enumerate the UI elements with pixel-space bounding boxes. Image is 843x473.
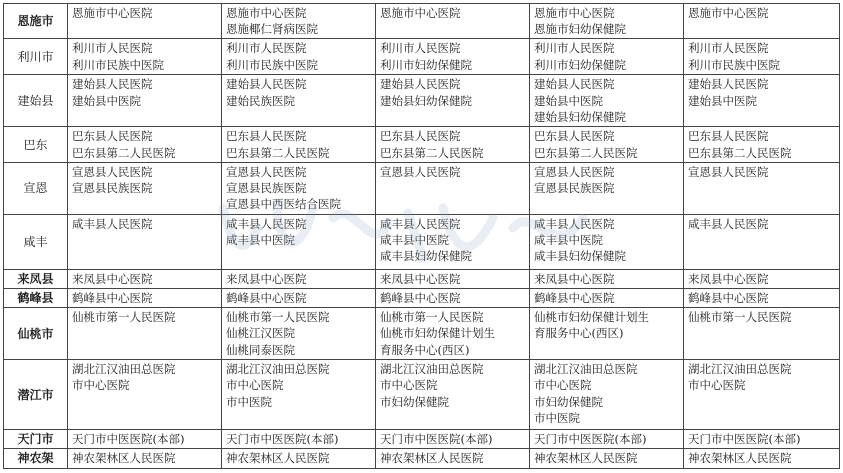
hospital-cell [684,75,840,127]
hospital-name: 巴东县人民医院 [688,129,769,144]
hospital-cell [376,214,530,269]
hospital-cell [222,162,376,214]
hospital-name: 天门市中医医院(本部) [226,432,339,447]
hospital-cell [684,289,840,308]
hospital-name: 利川市民族中医院 [688,57,780,72]
hospital-name: 来凤县中心医院 [534,271,615,286]
hospital-cell [222,449,376,468]
hospital-cell [68,4,222,39]
hospital-name: 神农架林区人民医院 [72,451,176,466]
hospital-name: 宣恩县民族医院 [226,181,307,196]
region-cell: 来凤县 [4,269,68,288]
hospital-name: 市中心医院 [72,378,130,393]
hospital-cell [376,269,530,288]
hospital-name: 天门市中医医院(本部) [72,432,185,447]
hospital-name: 咸丰县人民医院 [72,216,153,231]
hospital-name: 巴东县人民医院 [380,129,461,144]
hospital-cell [684,360,840,430]
hospital-cell [530,127,684,162]
hospital-cell [68,75,222,127]
hospital-name: 市中心医院 [380,378,438,393]
hospital-cell [222,75,376,127]
hospital-table-body [4,4,840,469]
hospital-cell [530,449,684,468]
hospital-name: 巴东县人民医院 [72,129,153,144]
hospital-name: 巴东县第二人民医院 [226,145,330,160]
table-row [4,127,840,162]
hospital-name: 湖北江汉油田总医院 [688,362,792,377]
hospital-name: 仙桃市第一人民医院 [688,310,792,325]
hospital-name: 恩施市中心医院 [380,6,461,20]
hospital-name: 咸丰县人民医院 [226,216,307,231]
hospital-name: 恩施市中心医院 [534,6,615,20]
table-row [4,308,840,360]
hospital-cell [222,308,376,360]
hospital-cell [222,289,376,308]
hospital-cell [68,449,222,468]
hospital-name: 建始县中医院 [688,93,757,108]
hospital-name: 建始民族医院 [226,93,295,108]
hospital-name: 鹤峰县中心医院 [226,291,307,306]
hospital-name: 利川市人民医院 [534,41,615,56]
hospital-name: 建始县人民医院 [534,77,615,92]
hospital-table [3,3,840,469]
region-cell: 鹤峰县 [4,289,68,308]
hospital-name: 天门市中医医院(本部) [534,432,647,447]
hospital-cell [376,127,530,162]
hospital-name: 来凤县中心医院 [380,271,461,286]
region-cell: 神农架 [4,449,68,468]
hospital-cell [684,449,840,468]
hospital-name: 利川市人民医院 [72,41,153,56]
hospital-name: 利川市人民医院 [380,41,461,56]
hospital-name: 宣恩县人民医院 [380,164,461,179]
hospital-cell [530,75,684,127]
hospital-cell [222,127,376,162]
hospital-name: 来凤县中心医院 [72,271,153,286]
hospital-name: 育服务中心(西区) [534,326,624,341]
hospital-cell [68,289,222,308]
hospital-name: 仙桃同泰医院 [226,342,295,357]
hospital-name: 利川市妇幼保健院 [534,57,626,72]
table-row [4,4,840,39]
hospital-cell [684,162,840,214]
hospital-name: 宣恩县人民医院 [534,164,615,179]
hospital-name: 市中心医院 [534,378,592,393]
hospital-cell [68,39,222,75]
region-cell: 天门市 [4,430,68,449]
table-row [4,162,840,214]
hospital-cell [376,360,530,430]
table-row [4,269,840,288]
hospital-cell [68,430,222,449]
hospital-name: 宣恩县人民医院 [72,164,153,179]
table-row [4,214,840,269]
hospital-name: 市中医院 [226,394,272,409]
hospital-name: 市妇幼保健院 [534,394,603,409]
hospital-cell [376,39,530,75]
table-row [4,430,840,449]
hospital-name: 利川市民族中医院 [72,57,164,72]
hospital-name: 仙桃市妇幼保健计划生 [534,310,649,325]
hospital-name: 咸丰县妇幼保健院 [534,249,626,264]
region-cell: 巴东 [4,127,68,162]
hospital-name: 恩施市中心医院 [226,6,307,20]
hospital-name: 神农架林区人民医院 [380,451,484,466]
hospital-cell [68,360,222,430]
hospital-name: 恩施市中心医院 [688,6,769,20]
hospital-cell [530,430,684,449]
hospital-cell [68,269,222,288]
region-cell: 恩施市 [4,4,68,39]
hospital-cell [684,39,840,75]
hospital-cell [530,289,684,308]
hospital-name: 咸丰县妇幼保健院 [380,249,472,264]
hospital-name: 巴东县人民医院 [534,129,615,144]
hospital-cell [68,214,222,269]
hospital-name: 宣恩县人民医院 [688,164,769,179]
hospital-name: 恩施市中心医院 [72,6,153,20]
hospital-name: 巴东县第二人民医院 [380,145,484,160]
hospital-cell [376,4,530,39]
hospital-name: 建始县人民医院 [72,77,153,92]
hospital-cell [222,430,376,449]
hospital-name: 宣恩县民族医院 [72,181,153,196]
hospital-cell [222,269,376,288]
hospital-cell [530,214,684,269]
hospital-name: 利川市妇幼保健院 [380,57,472,72]
hospital-cell [684,214,840,269]
region-cell: 咸丰 [4,214,68,269]
hospital-name: 市中医院 [534,410,580,425]
hospital-cell [222,4,376,39]
hospital-name: 建始县人民医院 [226,77,307,92]
hospital-name: 恩施市妇幼保健院 [534,22,626,37]
hospital-cell [68,127,222,162]
hospital-cell [68,162,222,214]
hospital-name: 神农架林区人民医院 [226,451,330,466]
hospital-name: 仙桃市第一人民医院 [72,310,176,325]
region-cell: 潜江市 [4,360,68,430]
hospital-cell [684,308,840,360]
hospital-name: 仙桃市第一人民医院 [226,310,330,325]
hospital-cell [222,214,376,269]
hospital-name: 宣恩县人民医院 [226,164,307,179]
hospital-name: 仙桃市第一人民医院 [380,310,484,325]
region-cell: 宣恩 [4,162,68,214]
region-cell: 建始县 [4,75,68,127]
hospital-name: 鹤峰县中心医院 [688,291,769,306]
hospital-cell [684,127,840,162]
hospital-name: 神农架林区人民医院 [688,451,792,466]
hospital-name: 育服务中心(西区) [380,342,470,357]
hospital-cell [68,308,222,360]
hospital-name: 咸丰县中医院 [380,233,449,248]
hospital-cell [376,289,530,308]
hospital-name: 巴东县第二人民医院 [688,145,792,160]
hospital-cell [530,360,684,430]
hospital-name: 湖北江汉油田总医院 [72,362,176,377]
hospital-name: 湖北江汉油田总医院 [226,362,330,377]
hospital-cell [530,269,684,288]
hospital-cell [530,4,684,39]
hospital-name: 湖北江汉油田总医院 [534,362,638,377]
hospital-name: 鹤峰县中心医院 [534,291,615,306]
hospital-name: 建始县人民医院 [688,77,769,92]
table-row [4,289,840,308]
hospital-cell [222,360,376,430]
region-cell: 利川市 [4,39,68,75]
hospital-name: 建始县妇幼保健院 [380,93,472,108]
hospital-name: 市中心医院 [226,378,284,393]
hospital-name: 市中心医院 [688,378,746,393]
hospital-name: 利川市人民医院 [688,41,769,56]
hospital-name: 湖北江汉油田总医院 [380,362,484,377]
hospital-name: 宣恩县中西医结合医院 [226,197,341,212]
hospital-name: 咸丰县中医院 [534,233,603,248]
hospital-name: 巴东县第二人民医院 [534,145,638,160]
hospital-name: 仙桃市妇幼保健计划生 [380,326,495,341]
hospital-name: 来凤县中心医院 [688,271,769,286]
hospital-name: 宣恩县民族医院 [534,181,615,196]
hospital-name: 来凤县中心医院 [226,271,307,286]
hospital-name: 天门市中医医院(本部) [380,432,493,447]
hospital-cell [376,430,530,449]
hospital-name: 咸丰县人民医院 [380,216,461,231]
hospital-cell [530,162,684,214]
hospital-name: 天门市中医医院(本部) [688,432,801,447]
hospital-cell [376,75,530,127]
hospital-name: 恩施椰仁肾病医院 [226,22,318,37]
hospital-cell [530,39,684,75]
hospital-name: 鹤峰县中心医院 [380,291,461,306]
hospital-name: 建始县中医院 [72,93,141,108]
hospital-name: 鹤峰县中心医院 [72,291,153,306]
table-row [4,75,840,127]
hospital-name: 仙桃江汉医院 [226,326,295,341]
hospital-name: 建始县妇幼保健院 [534,109,626,124]
hospital-cell [222,39,376,75]
table-row [4,39,840,75]
hospital-table-document [3,3,839,469]
hospital-name: 巴东县人民医院 [226,129,307,144]
hospital-name: 利川市人民医院 [226,41,307,56]
hospital-name: 市妇幼保健院 [380,394,449,409]
hospital-name: 咸丰县人民医院 [688,216,769,231]
hospital-cell [376,449,530,468]
table-row [4,449,840,468]
hospital-cell [684,269,840,288]
hospital-cell [376,162,530,214]
hospital-cell [684,430,840,449]
hospital-name: 建始县人民医院 [380,77,461,92]
region-cell: 仙桃市 [4,308,68,360]
hospital-name: 神农架林区人民医院 [534,451,638,466]
hospital-name: 咸丰县人民医院 [534,216,615,231]
table-row [4,360,840,430]
hospital-name: 利川市民族中医院 [226,57,318,72]
hospital-cell [530,308,684,360]
hospital-name: 建始县中医院 [534,93,603,108]
hospital-name: 巴东县第二人民医院 [72,145,176,160]
hospital-cell [376,308,530,360]
hospital-name: 咸丰县中医院 [226,233,295,248]
hospital-cell [684,4,840,39]
